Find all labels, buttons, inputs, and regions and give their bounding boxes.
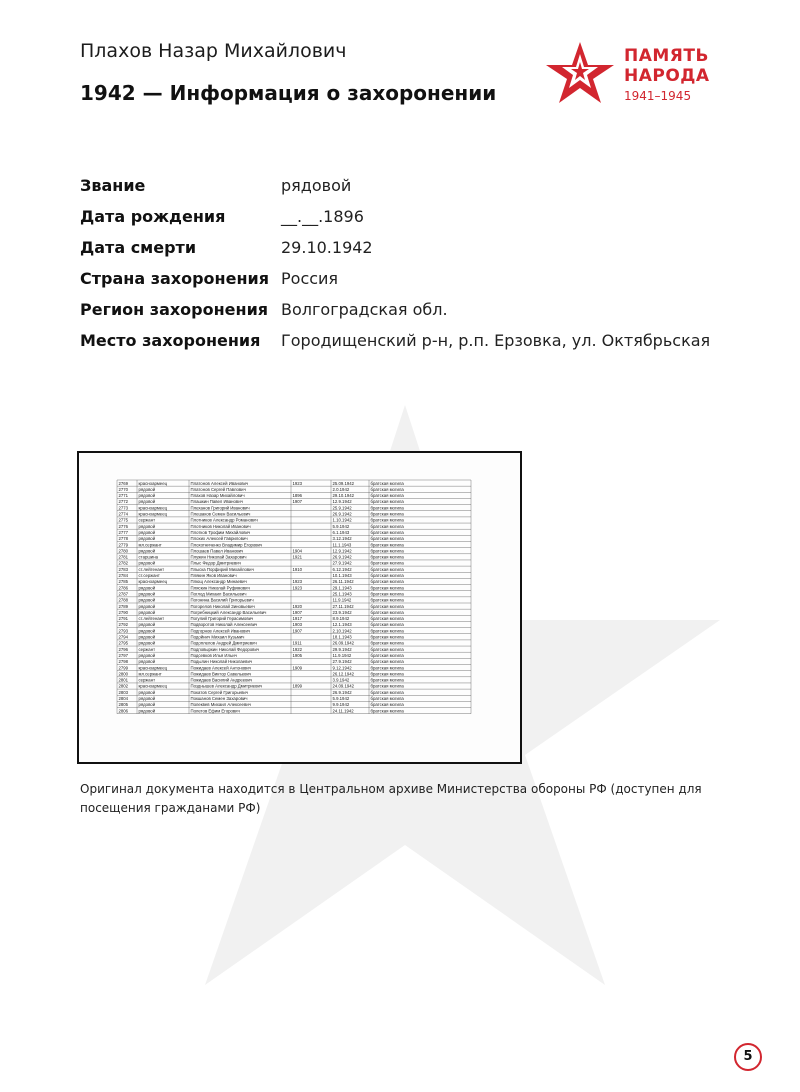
table-cell: сержант: [138, 517, 156, 523]
table-cell: 2779: [118, 542, 129, 548]
table-cell: красноармеец: [138, 505, 168, 511]
table-cell: 29.9.1942: [332, 646, 352, 652]
table-cell: Подповыркин Николай Федорович: [190, 646, 260, 652]
table-cell: 2790: [118, 609, 129, 615]
table-cell: Плыска Порфирий Михайлович: [190, 566, 254, 572]
table-cell: братская могила: [370, 529, 404, 535]
table-cell: братская могила: [370, 579, 404, 585]
table-cell: 5.9.1942: [332, 523, 350, 529]
table-cell: 12.9.1942: [332, 499, 352, 505]
logo-line-2: НАРОДА: [624, 66, 710, 86]
table-cell: 2772: [118, 499, 129, 505]
table-cell: рядовой: [138, 523, 156, 529]
table-cell: Полетов Ефим Егорович: [190, 708, 240, 714]
table-cell: 2805: [118, 702, 129, 708]
table-cell: Покатов Сергей Григорьевич: [190, 689, 249, 695]
table-cell: красноармеец: [138, 511, 168, 517]
table-cell: 2770: [118, 486, 129, 492]
table-cell: 2798: [118, 659, 129, 665]
table-cell: 2784: [118, 573, 129, 578]
table-cell: 26.9.1942: [332, 511, 352, 517]
table-cell: 2791: [118, 616, 129, 622]
table-cell: 24.09.1942: [332, 683, 355, 689]
table-cell: Платонов Сергей Павлович: [190, 486, 246, 492]
table-cell: 29.10.1942: [332, 493, 355, 499]
table-cell: Плющ Александр Минаевич: [190, 579, 247, 585]
table-cell: Пожидаев Виктор Савельевич: [190, 671, 252, 677]
logo-years: 1941–1945: [624, 89, 692, 103]
burial-info: [80, 175, 760, 361]
table-cell: братская могила: [370, 480, 404, 486]
table-cell: 1923: [292, 585, 303, 591]
table-cell: братская могила: [370, 652, 404, 658]
table-cell: рядовой: [138, 634, 156, 640]
table-cell: 1923: [292, 579, 303, 585]
table-cell: Плыс Федор Дмитриевич: [190, 560, 241, 566]
info-label: Место захоронения: [80, 331, 261, 350]
info-label: Регион захоронения: [80, 300, 269, 319]
table-cell: 2804: [118, 696, 129, 701]
table-cell: Подойнич Михаил Кузьмич: [190, 634, 245, 640]
table-cell: рядовой: [138, 708, 156, 714]
table-cell: 2796: [118, 646, 129, 652]
table-cell: 2795: [118, 640, 129, 646]
table-cell: сержант: [138, 677, 156, 683]
table-cell: братская могила: [370, 683, 404, 689]
table-cell: 2783: [118, 566, 129, 572]
table-cell: 26.9.1942: [332, 689, 352, 695]
table-cell: братская могила: [370, 517, 404, 523]
table-cell: Плотников Александр Романович: [190, 517, 258, 523]
table-cell: красноармеец: [138, 480, 168, 486]
table-cell: 1921: [292, 554, 303, 560]
table-cell: братская могила: [370, 523, 404, 529]
table-cell: рядовой: [138, 652, 156, 658]
table-cell: 1.10.1942: [332, 517, 352, 523]
table-cell: 24.11.1942: [332, 708, 354, 714]
table-cell: рядовой: [138, 529, 156, 535]
page-title: 1942 — Информация о захоронении: [80, 81, 497, 105]
table-cell: 11.1.1943: [332, 542, 352, 548]
table-cell: братская могила: [370, 622, 404, 628]
table-cell: ст.лейтенант: [138, 616, 165, 622]
table-cell: Погонина Василий Григорьевич: [190, 597, 254, 603]
table-cell: Плотников Николай Иванович: [190, 523, 251, 529]
table-cell: братская могила: [370, 597, 404, 603]
table-cell: 1907: [292, 609, 303, 615]
table-cell: Подоплелов Андрей Дмитриевич: [190, 640, 257, 646]
table-cell: 1920: [292, 603, 303, 609]
table-cell: рядовой: [138, 499, 156, 505]
table-cell: 2.0.1942: [332, 486, 350, 492]
page-number: 5: [734, 1043, 762, 1071]
table-cell: ст.сержант: [138, 573, 160, 578]
table-cell: братская могила: [370, 536, 404, 542]
table-cell: братская могила: [370, 591, 404, 597]
table-cell: братская могила: [370, 548, 404, 554]
table-cell: мл.сержант: [138, 542, 162, 548]
table-cell: рядовой: [138, 536, 156, 542]
table-cell: Плешаков Семен Васильевич: [190, 511, 251, 517]
table-cell: рядовой: [138, 622, 156, 628]
document-caption: Оригинал документа находится в Центральном архиве Министерства обороны РФ (доступен для посещения гражданами РФ): [80, 782, 702, 815]
table-cell: 1904: [292, 548, 303, 554]
table-cell: 26.11.1942: [332, 579, 354, 585]
info-row-birth-date: [80, 206, 760, 227]
table-cell: Плахов Назар Михайлович: [190, 493, 245, 499]
table-cell: 2792: [118, 622, 129, 628]
table-cell: братская могила: [370, 659, 404, 665]
table-cell: 25.09.1942: [332, 480, 355, 486]
table-cell: 27.9.1942: [332, 560, 352, 566]
table-cell: Погребницкий Александр Васильевич: [190, 609, 267, 615]
table-cell: 2786: [118, 585, 129, 591]
info-value: 29.10.1942: [281, 238, 373, 257]
table-cell: братская могила: [370, 603, 404, 609]
table-cell: братская могила: [370, 646, 404, 652]
table-cell: братская могила: [370, 640, 404, 646]
table-cell: братская могила: [370, 689, 404, 695]
table-cell: 29.1.1943: [332, 585, 352, 591]
table-cell: братская могила: [370, 677, 404, 683]
table-cell: братская могила: [370, 609, 404, 615]
table-cell: 1922: [292, 646, 303, 652]
table-cell: сержант: [138, 646, 156, 652]
table-cell: 2793: [118, 628, 129, 634]
table-cell: Пожидаев Василий Андреевич: [190, 677, 253, 683]
table-cell: 2782: [118, 560, 129, 566]
table-cell: 9.12.1942: [332, 665, 352, 671]
table-cell: братская могила: [370, 486, 404, 492]
table-cell: 2801: [118, 677, 129, 683]
info-label: Дата смерти: [80, 238, 197, 257]
info-row-burial-region: [80, 299, 760, 320]
table-cell: братская могила: [370, 560, 404, 566]
table-cell: 9.9.1942: [332, 702, 350, 708]
table-cell: Покшанов Семен Захарович: [190, 696, 248, 701]
info-row-burial-country: [80, 268, 760, 289]
table-cell: Плотков Трофим Михайлович: [190, 529, 251, 535]
table-cell: 25.1.1943: [332, 591, 352, 597]
table-cell: рядовой: [138, 585, 156, 591]
table-cell: 1907: [292, 499, 303, 505]
red-star-icon: [544, 40, 616, 106]
info-value: рядовой: [281, 176, 352, 195]
person-name: Плахов Назар Михайлович: [80, 40, 347, 62]
table-cell: 2776: [118, 523, 129, 529]
table-cell: Подсевков Илья Ильич: [190, 652, 237, 658]
table-cell: 1909: [292, 665, 303, 671]
table-cell: братская могила: [370, 499, 404, 505]
table-cell: братская могила: [370, 702, 404, 708]
table-cell: рядовой: [138, 486, 156, 492]
logo-line-1: ПАМЯТЬ: [624, 46, 709, 66]
table-cell: 3.12.1942: [332, 536, 352, 542]
table-cell: 2794: [118, 634, 129, 640]
info-value: Волгоградская обл.: [281, 300, 448, 319]
table-cell: 2781: [118, 554, 129, 560]
table-cell: 1910: [292, 566, 303, 572]
table-cell: 2797: [118, 652, 129, 658]
table-cell: 27.9.1942: [332, 659, 352, 665]
table-cell: братская могила: [370, 696, 404, 701]
table-cell: 26.09.1942: [332, 640, 355, 646]
table-cell: Плашкин Павел Иванович: [190, 499, 243, 505]
table-cell: братская могила: [370, 585, 404, 591]
table-cell: братская могила: [370, 708, 404, 714]
table-cell: 26.9.1942: [332, 554, 352, 560]
table-cell: Пляскин Николай Руфимович: [190, 585, 250, 591]
archive-document-scan: [77, 451, 522, 764]
table-cell: 2778: [118, 536, 129, 542]
table-cell: 2773: [118, 505, 129, 511]
table-cell: рядовой: [138, 560, 156, 566]
table-cell: 2800: [118, 671, 129, 677]
table-cell: 27.11.1942: [332, 603, 354, 609]
table-cell: братская могила: [370, 616, 404, 622]
table-cell: Подгорнов Алексей Иванович: [190, 628, 251, 634]
table-cell: 2803: [118, 689, 129, 695]
table-cell: Плякин Яков Иванович: [190, 573, 237, 578]
table-cell: Плужин Николай Захарович: [190, 554, 247, 560]
table-cell: 12.9.1942: [332, 548, 352, 554]
table-cell: Погулий Григорий Герасимович: [190, 616, 254, 622]
table-cell: рядовой: [138, 628, 156, 634]
table-cell: 26.12.1942: [332, 671, 355, 677]
table-cell: 8.9.1942: [332, 616, 350, 622]
table-cell: 11.9.1942: [332, 597, 352, 603]
table-cell: 2771: [118, 493, 129, 499]
table-cell: 2775: [118, 517, 129, 523]
table-cell: Плохих Алексей Гаврилович: [190, 536, 248, 542]
table-cell: Подворотов Николай Алексеевич: [190, 622, 258, 628]
table-cell: рядовой: [138, 493, 156, 499]
table-cell: 5.9.1942: [332, 696, 350, 701]
table-cell: Поглод Михаил Васильевич: [190, 591, 247, 597]
table-cell: рядовой: [138, 548, 156, 554]
table-cell: 10.1.1943: [332, 573, 352, 578]
info-value: __.__.1896: [281, 207, 364, 226]
table-cell: Полеквев Михаил Алексеевич: [190, 702, 251, 708]
table-cell: ст.лейтенант: [138, 566, 165, 572]
table-cell: Плохотниченко Владимир Егорович: [190, 542, 263, 548]
table-cell: братская могила: [370, 671, 404, 677]
table-cell: 2.10.1942: [332, 628, 352, 634]
table-cell: 1923: [292, 480, 303, 486]
table-cell: 2802: [118, 683, 129, 689]
table-cell: красноармеец: [138, 683, 168, 689]
table-cell: 2788: [118, 597, 129, 603]
table-cell: 1903: [292, 622, 303, 628]
table-cell: рядовой: [138, 659, 156, 665]
table-cell: 23.9.1942: [332, 609, 352, 615]
table-cell: 1907: [292, 628, 303, 634]
table-cell: 2769: [118, 480, 129, 486]
table-cell: мл.сержант: [138, 671, 162, 677]
info-row-burial-place: [80, 330, 760, 351]
table-cell: Платонов Алексей Иванович: [190, 480, 249, 486]
table-cell: 1896: [292, 493, 303, 499]
table-cell: 1911: [292, 640, 302, 646]
table-cell: рядовой: [138, 689, 156, 695]
table-cell: рядовой: [138, 702, 156, 708]
table-cell: 3.9.1942: [332, 677, 350, 683]
table-cell: 12.1.1943: [332, 622, 352, 628]
table-cell: 1905: [292, 652, 303, 658]
table-cell: братская могила: [370, 505, 404, 511]
info-label: Страна захоронения: [80, 269, 269, 288]
table-cell: рядовой: [138, 609, 156, 615]
table-cell: 1917: [292, 616, 303, 622]
table-cell: 2799: [118, 665, 129, 671]
table-cell: 2774: [118, 511, 129, 517]
table-cell: рядовой: [138, 603, 156, 609]
archive-table: [79, 453, 520, 762]
info-label: Дата рождения: [80, 207, 226, 226]
table-cell: 18.1.1943: [332, 634, 352, 640]
table-cell: рядовой: [138, 640, 156, 646]
info-row-rank: [80, 175, 760, 196]
table-cell: Погорелов Николай Зиновьевич: [190, 603, 255, 609]
table-cell: братская могила: [370, 493, 404, 499]
table-cell: братская могила: [370, 573, 404, 578]
table-cell: Подылин Николай Николаевич: [190, 659, 253, 665]
table-cell: Позднышев Александр Дмитриевич: [190, 683, 263, 689]
table-cell: старшина: [138, 554, 158, 560]
table-cell: 6.12.1942: [332, 566, 352, 572]
table-cell: 2806: [118, 708, 129, 714]
table-cell: рядовой: [138, 591, 156, 597]
table-cell: 2785: [118, 579, 129, 585]
table-cell: братская могила: [370, 554, 404, 560]
table-cell: 1899: [292, 683, 303, 689]
table-cell: рядовой: [138, 597, 156, 603]
table-cell: братская могила: [370, 628, 404, 634]
table-cell: братская могила: [370, 634, 404, 640]
table-cell: рядовой: [138, 696, 156, 701]
table-cell: 11.9.1942: [332, 652, 352, 658]
table-cell: 6.1.1943: [332, 529, 350, 535]
table-cell: братская могила: [370, 542, 404, 548]
table-cell: братская могила: [370, 665, 404, 671]
table-cell: братская могила: [370, 566, 404, 572]
table-cell: 2780: [118, 548, 129, 554]
table-cell: красноармеец: [138, 579, 168, 585]
table-cell: 2777: [118, 529, 129, 535]
table-cell: Плошаев Павел Иванович: [190, 548, 244, 554]
table-cell: красноармеец: [138, 665, 168, 671]
table-cell: Плеханов Григорий Иванович: [190, 505, 250, 511]
logo: [544, 40, 724, 110]
table-cell: 2789: [118, 603, 129, 609]
info-label: Звание: [80, 176, 146, 195]
table-cell: 25.9.1942: [332, 505, 352, 511]
table-cell: братская могила: [370, 511, 404, 517]
info-value: Городищенский р-н, р.п. Ерзовка, ул. Октябрьская: [281, 331, 711, 350]
info-row-death-date: [80, 237, 760, 258]
table-cell: 2787: [118, 591, 129, 597]
table-cell: Пожидаев Алексей Антонович: [190, 665, 252, 671]
info-value: Россия: [281, 269, 339, 288]
